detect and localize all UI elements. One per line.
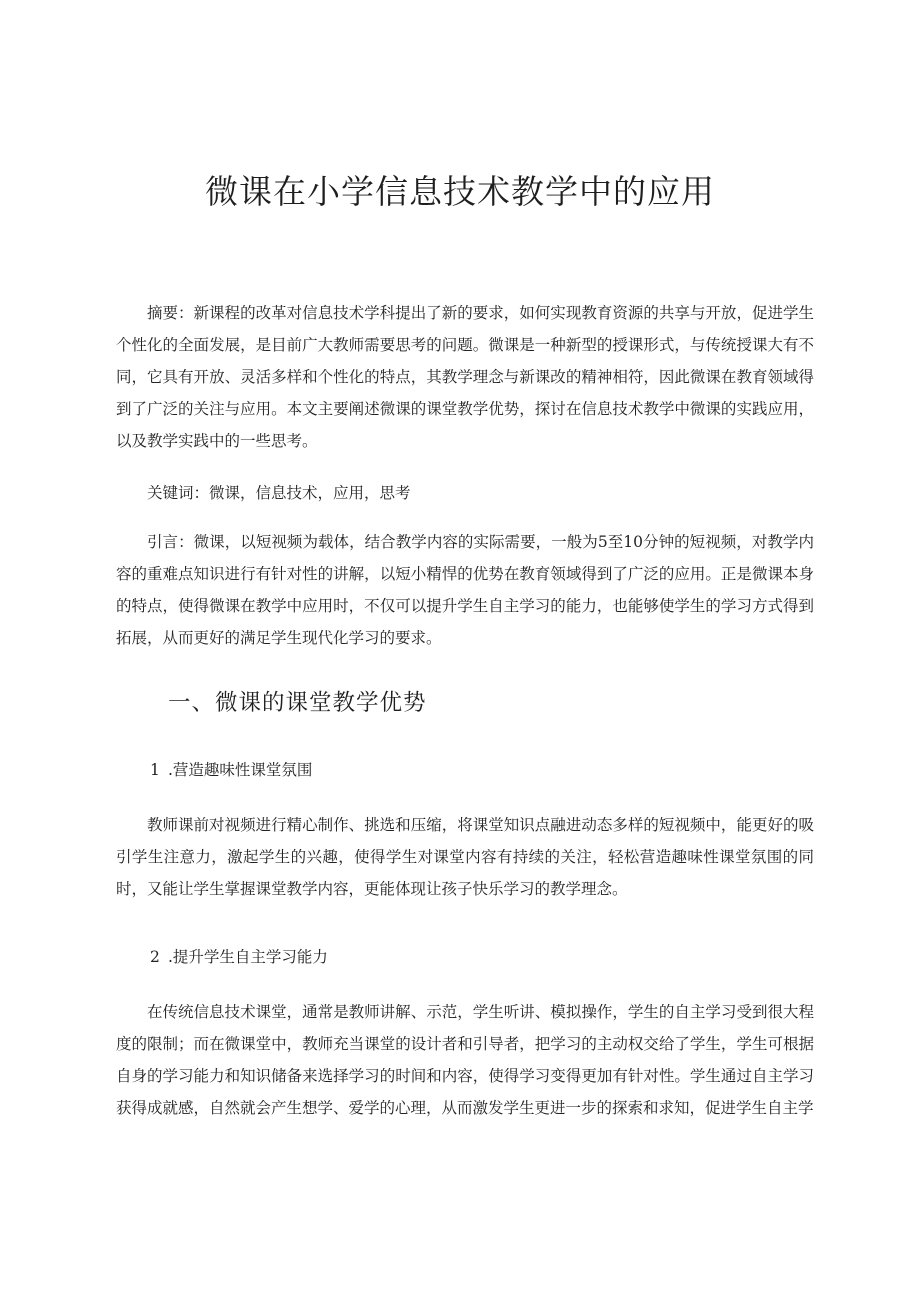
subsection-heading-1 [150, 758, 312, 780]
keywords-paragraph: 关键词：微课，信息技术，应用，思考 [147, 484, 411, 502]
intro-paragraph: 引言：微课，以短视频为载体，结合教学内容的实际需要，一般为5至10分钟的短视频，对教学内容的重难点知识进行有针对性的讲解，以短小精悍的优势在教育领域得到了广泛的应用。正是微课本身的特点，使得微课在教学中应用时，不仅可以提升学生自主学习的能力，也能够使学生的学习方式得到拓展，从而更好的满足学生现代化学习的要求。 [116, 533, 814, 647]
subsection-title: .提升学生自主学习能力 [168, 948, 328, 966]
subsection-1-body: 教师课前对视频进行精心制作、挑选和压缩，将课堂知识点融进动态多样的短视频中，能更好的吸引学生注意力，激起学生的兴趣，使得学生对课堂内容有持续的关注，轻松营造趣味性课堂氛围的同时，又能让学生掌握课堂教学内容，更能体现让孩子快乐学习的教学理念。 [116, 816, 814, 898]
subsection-number: 1 [150, 761, 160, 779]
subsection-title: .营造趣味性课堂氛围 [168, 761, 313, 779]
page-title: 微课在小学信息技术教学中的应用 [205, 172, 715, 211]
subsection-2-body: 在传统信息技术课堂，通常是教师讲解、示范，学生听讲、模拟操作，学生的自主学习受到很大程度的限制；而在微课堂中，教师充当课堂的设计者和引导者，把学习的主动权交给了学生，学生可根据自身的学习能力和知识储备来选择学习的时间和内容，使得学习变得更加有针对性。学生通过自主学习获得成就感，自然就会产生想学、爱学的心理，从而激发学生更进一步的探索和求知，促进学生自主学 [116, 1003, 814, 1117]
abstract-paragraph: 摘要：新课程的改革对信息技术学科提出了新的要求，如何实现教育资源的共享与开放，促进学生个性化的全面发展，是目前广大教师需要思考的问题。微课是一种新型的授课形式，与传统授课大有不同，它具有开放、灵活多样和个性化的特点，其教学理念与新课改的精神相符，因此微课在教育领域得到了广泛的关注与应用。本文主要阐述微课的课堂教学优势，探讨在信息技术教学中微课的实践应用，以及教学实践中的一些思考。 [116, 304, 814, 450]
section-heading-1: 一、微课的课堂教学优势 [168, 690, 427, 716]
subsection-heading-2 [150, 945, 328, 967]
subsection-number: 2 [150, 948, 160, 966]
